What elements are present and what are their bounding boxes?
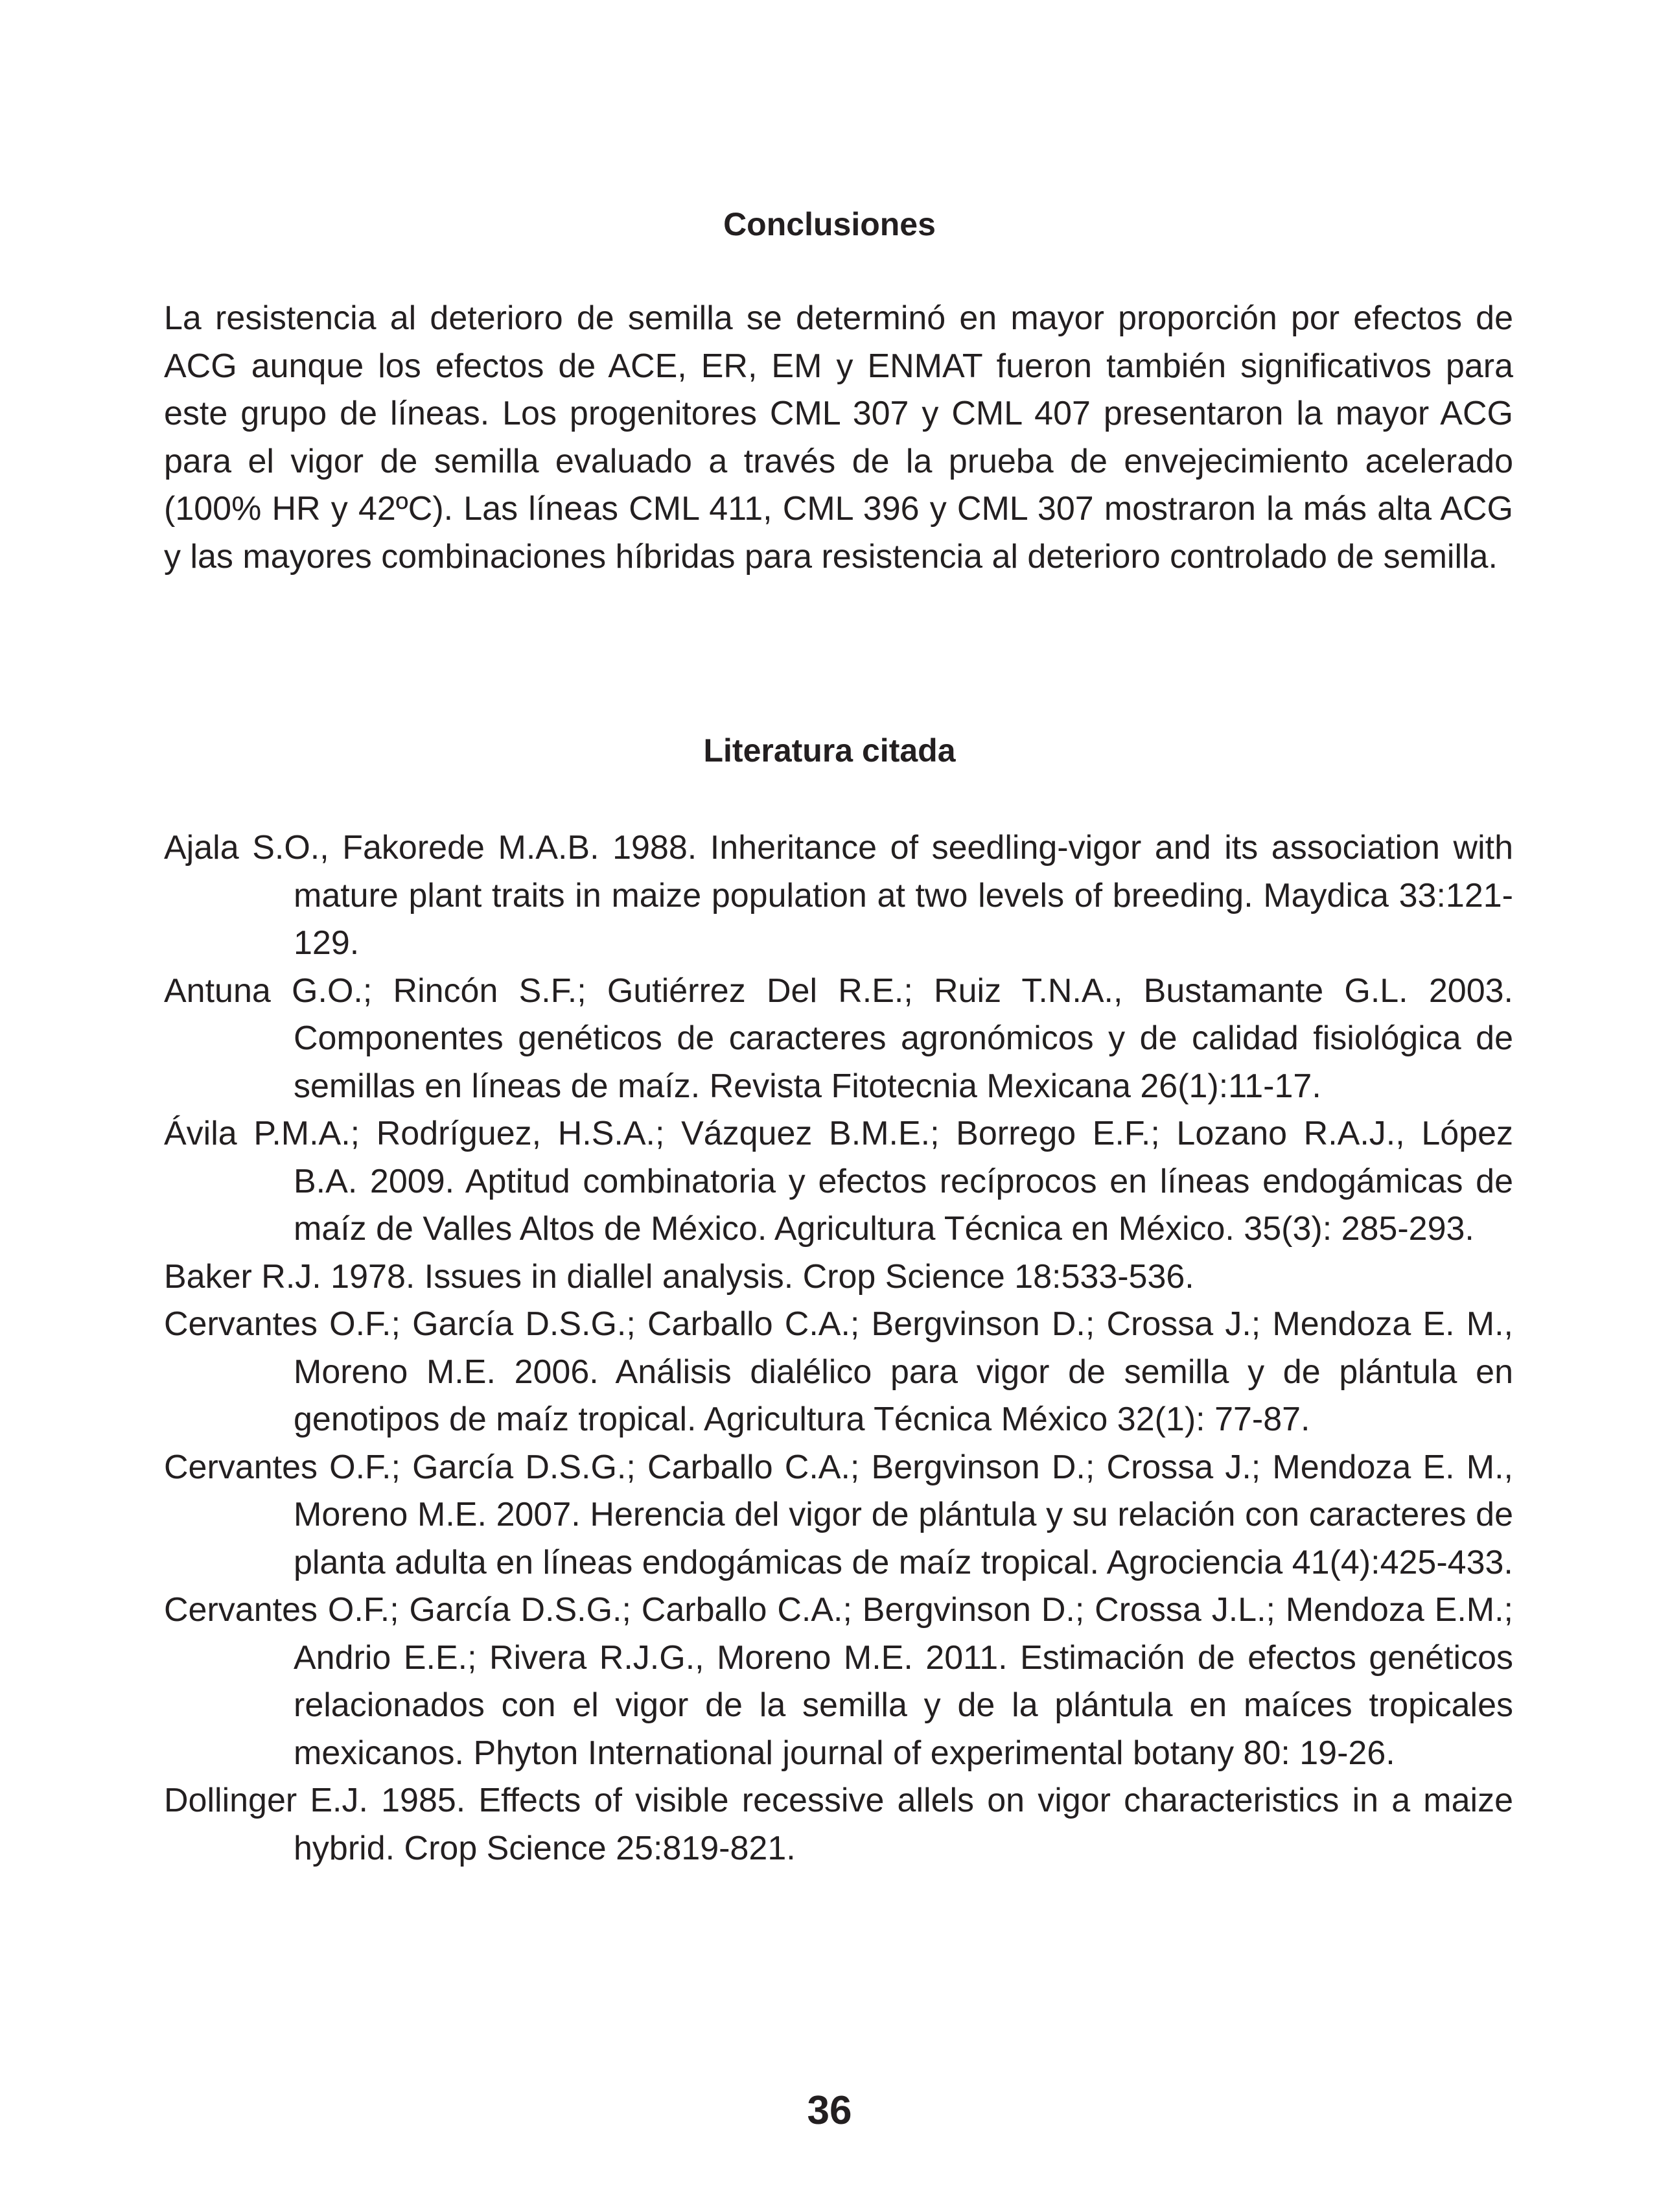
- reference-item: Cervantes O.F.; García D.S.G.; Carballo C.A.; Bergvinson D.; Crossa J.L.; Mendoza E.M.; Andrio E.E.; Rivera R.J.G., Moreno M.E. 2011. Estimación de efectos genéticos relacionados con el vigor de la semilla y de la plántula en maíces tropicales mexicanos. Phyton International journal of experimental botany 80: 19-26.: [164, 1591, 1513, 1772]
- conclusions-heading: Conclusiones: [723, 206, 936, 242]
- reference-item: Ajala S.O., Fakorede M.A.B. 1988. Inheritance of seedling-vigor and its association with mature plant traits in maize population at two levels of breeding. Maydica 33:121-129.: [164, 829, 1513, 962]
- reference-item: Cervantes O.F.; García D.S.G.; Carballo C.A.; Bergvinson D.; Crossa J.; Mendoza E. M., Moreno M.E. 2006. Análisis dialélico para vigor de semilla y de plántula en genotipos de maíz tropical. Agricultura Técnica México 32(1): 77-87.: [164, 1305, 1513, 1438]
- conclusions-paragraph: La resistencia al deterioro de semilla se determinó en mayor proporción por efectos de ACG aunque los efectos de ACE, ER, EM y ENMAT fueron también significativos para este grupo de líneas. Los progenitores CML 307 y CML 407 presentaron la mayor ACG para el vigor de semilla evaluado a través de la prueba de envejecimiento acelerado (100% HR y 42ºC). Las líneas CML 411, CML 396 y CML 307 mostraron la más alta ACG y las mayores combinaciones híbridas para resistencia al deterioro controlado de semilla.: [164, 299, 1513, 576]
- reference-item: Baker R.J. 1978. Issues in diallel analysis. Crop Science 18:533-536.: [164, 1257, 1194, 1296]
- reference-item: Cervantes O.F.; García D.S.G.; Carballo C.A.; Bergvinson D.; Crossa J.; Mendoza E. M., Moreno M.E. 2007. Herencia del vigor de plántula y su relación con caracteres de planta adulta en líneas endogámicas de maíz tropical. Agrociencia 41(4):425-433.: [164, 1448, 1513, 1581]
- reference-item: Antuna G.O.; Rincón S.F.; Gutiérrez Del R.E.; Ruiz T.N.A., Bustamante G.L. 2003. Componentes genéticos de caracteres agronómicos y de calidad fisiológica de semillas en líneas de maíz. Revista Fitotecnia Mexicana 26(1):11-17.: [164, 972, 1513, 1105]
- literature-heading: Literatura citada: [703, 732, 956, 769]
- reference-list: [164, 824, 1513, 1872]
- page-number: 36: [807, 2088, 852, 2133]
- reference-item: Ávila P.M.A.; Rodríguez, H.S.A.; Vázquez B.M.E.; Borrego E.F.; Lozano R.A.J., López B.A. 2009. Aptitud combinatoria y efectos recíprocos en líneas endogámicas de maíz de Valles Altos de México. Agricultura Técnica en México. 35(3): 285-293.: [164, 1115, 1513, 1248]
- reference-item: Dollinger E.J. 1985. Effects of visible recessive allels on vigor characteristics in a maize hybrid. Crop Science 25:819-821.: [164, 1782, 1513, 1867]
